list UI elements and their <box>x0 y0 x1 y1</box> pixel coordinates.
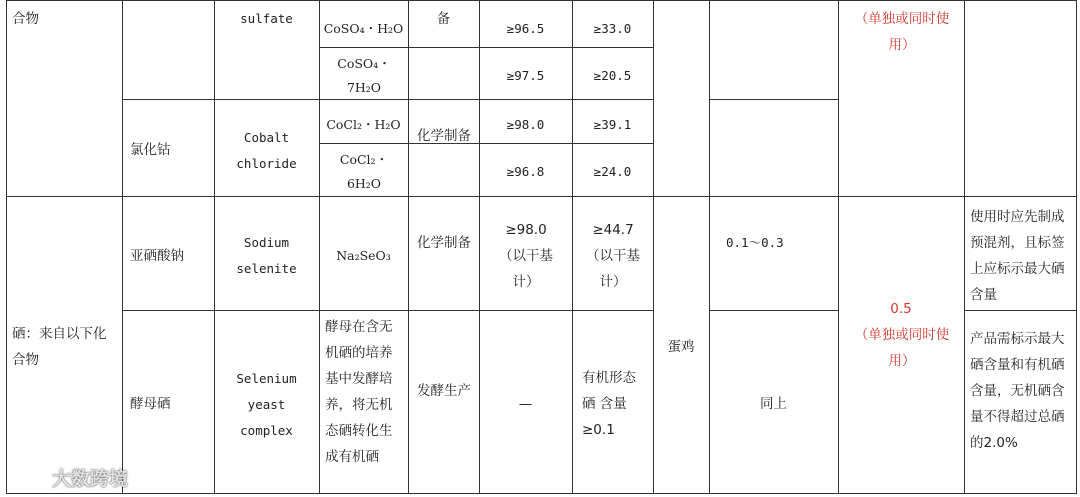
name-en-cell: Selenium <box>236 371 297 386</box>
content-cell: ≥39.1 <box>593 117 632 132</box>
watermark-text: 大数跨境 <box>52 467 129 490</box>
max-note-cell: （单独或同时使用） <box>854 11 950 53</box>
watermark-logo-icon <box>8 464 48 490</box>
category-cell-cobalt: 合物 <box>12 11 39 27</box>
name-cn-cell: 亚硒酸钠 <box>130 248 184 264</box>
watermark <box>8 462 128 492</box>
name-en-cell: chloride <box>236 156 297 171</box>
method-cell: 备 <box>436 11 451 27</box>
content-cell: ≥97.5 <box>506 68 545 83</box>
name-en-cell: selenite <box>236 261 297 276</box>
remark-cell: 使用时应先制成预混剂，且标签上应标示最大硒含量 <box>970 209 1065 303</box>
method-cell: 化学制备 <box>417 235 471 251</box>
name-en-cell: complex <box>240 423 293 438</box>
category-cell-selenium: 硒：来自以下化合物 <box>12 326 107 368</box>
name-en-cell: Cobalt <box>243 130 290 145</box>
content-cell: ≥33.0 <box>593 21 632 36</box>
animal-cell: 蛋鸡 <box>667 339 695 355</box>
content-cell: ≥98.0（以干基计） <box>499 222 553 290</box>
form-cell: CoCl₂・6H₂O <box>339 152 389 191</box>
remark-cell: 产品需标示最大硒含量和有机硒含量，无机硒含量不得超过总硒的2.0% <box>970 331 1065 451</box>
content-cell: ≥44.7（以干基计） <box>586 222 640 290</box>
content-cell: — <box>518 396 533 412</box>
name-cn-cell: 酵母硒 <box>130 396 171 412</box>
content-cell: ≥96.5 <box>506 21 545 36</box>
content-cell: ≥98.0 <box>506 117 545 132</box>
name-en-cell: sulfate <box>240 11 293 26</box>
range-cell: 同上 <box>760 396 787 412</box>
method-cell: 发酵生产 <box>417 383 471 399</box>
source-desc-cell: 酵母在含无机硒的培养基中发酵培养，将无机态硒转化生成有机硒 <box>325 319 393 465</box>
name-en-cell: Sodium <box>243 235 290 250</box>
name-cn-cell: 氯化钴 <box>130 142 171 158</box>
form-cell: CoSO₄・7H₂O <box>337 56 391 95</box>
range-cell: 0.1～0.3 <box>726 235 784 250</box>
form-cell: CoSO₄・H₂O <box>323 21 404 36</box>
method-cell: 化学制备 <box>417 128 471 144</box>
content-cell: ≥20.5 <box>593 68 632 83</box>
content-cell: ≥24.0 <box>593 164 632 179</box>
name-en-cell: yeast <box>247 397 286 412</box>
formula-cell: Na₂SeO₃ <box>336 248 391 263</box>
max-note-cell: （单独或同时使用） <box>854 327 950 369</box>
max-value-cell: 0.5 <box>890 301 912 317</box>
form-cell: CoCl₂・H₂O <box>326 117 401 132</box>
content-cell: ≥96.8 <box>506 164 545 179</box>
content-cell: 有机形态硒 含量≥0.1 <box>582 370 636 438</box>
